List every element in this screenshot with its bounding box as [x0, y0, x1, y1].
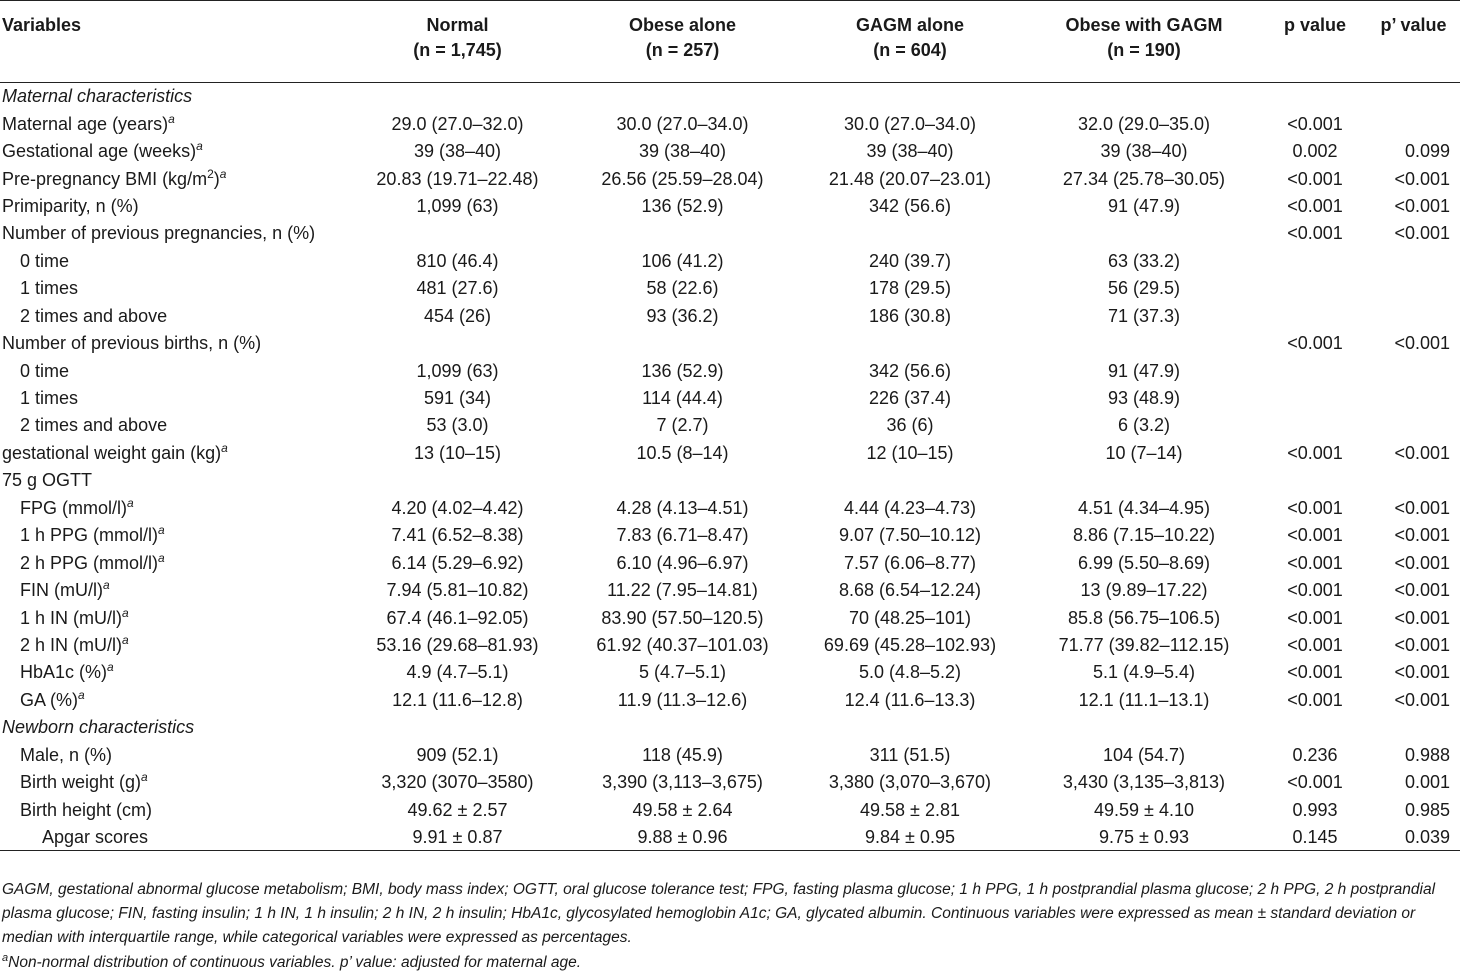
cell-value: 6.14 (5.29–6.92) — [391, 552, 524, 573]
cell-p-value: <0.001 — [1287, 580, 1343, 601]
cell-value: 30.0 (27.0–34.0) — [616, 113, 749, 134]
row-label-text: Maternal age (years) — [2, 113, 169, 134]
cell-value: 3,380 (3,070–3,670) — [828, 772, 992, 793]
row-label-text: gestational weight gain (kg) — [2, 442, 222, 463]
cell-p-value: <0.001 — [1287, 662, 1343, 683]
table-row — [0, 576, 1460, 603]
cell-value — [1025, 83, 1263, 110]
footnote-marker: a — [219, 166, 227, 181]
cell-value: 7 (2.7) — [656, 415, 709, 436]
table-row — [0, 165, 1460, 192]
row-label-text: 75 g OGTT — [2, 470, 93, 491]
footnote-marker: a — [141, 770, 148, 785]
cell-value: 9.75 ± 0.93 — [1025, 823, 1263, 850]
cell-p-value — [1263, 467, 1367, 494]
table-row — [0, 302, 1460, 329]
cell-value: 39 (38–40) — [1100, 141, 1188, 162]
cell-p-value: <0.001 — [1287, 195, 1343, 216]
cell-value: 11.22 (7.95–14.81) — [607, 580, 758, 601]
table-row — [0, 768, 1460, 795]
cell-value: 240 (39.7) — [868, 250, 952, 271]
row-label — [0, 439, 345, 466]
cell-p-prime-value: <0.001 — [1394, 168, 1450, 189]
table-row — [0, 137, 1460, 164]
cell-value: 1,099 (63) — [416, 360, 499, 381]
row-label-text: Male, n (%) — [20, 744, 113, 765]
cell-value — [570, 714, 795, 741]
row-label — [0, 714, 345, 741]
table-row — [0, 659, 1460, 686]
cell-value: 1,099 (63) — [416, 195, 499, 216]
cell-value: 104 (54.7) — [1102, 744, 1186, 765]
row-label-text: 2 h PPG (mmol/l) — [20, 552, 159, 573]
cell-value: 5.1 (4.9–5.4) — [1092, 662, 1196, 683]
cell-value: 7.57 (6.06–8.77) — [843, 552, 977, 573]
row-label-text: GA (%) — [20, 689, 79, 710]
cell-p-prime-value: <0.001 — [1394, 552, 1450, 573]
row-label-tail: ) — [213, 168, 220, 189]
table-row — [0, 192, 1460, 219]
cell-p-prime-value — [1367, 275, 1460, 302]
cell-p-prime-value — [1367, 247, 1460, 274]
unit-superscript: 2 — [207, 166, 214, 181]
cell-value: 6.99 (5.50–8.69) — [1077, 552, 1211, 573]
cell-p-prime-value: <0.001 — [1394, 442, 1450, 463]
section-row — [0, 83, 1460, 110]
table-row — [0, 329, 1460, 356]
row-label-text: 0 time — [20, 360, 70, 381]
cell-p-prime-value — [1367, 302, 1460, 329]
cell-p-prime-value: 0.099 — [1404, 141, 1450, 162]
cell-value: 12.1 (11.6–12.8) — [392, 689, 523, 710]
row-label — [0, 220, 345, 247]
cell-p-prime-value: <0.001 — [1394, 223, 1450, 244]
cell-p-prime-value — [1367, 83, 1460, 110]
cell-value: 3,430 (3,135–3,813) — [1062, 772, 1226, 793]
cell-value: 9.91 ± 0.87 — [345, 823, 570, 850]
cell-value: 4.51 (4.34–4.95) — [1077, 497, 1211, 518]
footnote-marker: a — [102, 578, 110, 593]
cell-value: 13 (9.89–17.22) — [1080, 580, 1208, 601]
table-row — [0, 467, 1460, 494]
cell-p-value: 0.236 — [1292, 744, 1338, 765]
cell-value: 27.34 (25.78–30.05) — [1062, 168, 1226, 189]
row-label — [0, 412, 345, 439]
header-group-normal — [345, 1, 570, 83]
row-label-text: 1 h IN (mU/l) — [20, 607, 123, 628]
cell-value: 10 (7–14) — [1105, 442, 1183, 463]
group-name: Obese with GAGM — [1065, 15, 1223, 35]
row-label — [0, 192, 345, 219]
cell-p-value — [1263, 357, 1367, 384]
cell-p-value: 0.993 — [1292, 799, 1338, 820]
cell-value: 39 (38–40) — [413, 141, 502, 162]
cell-value: 9.07 (7.50–10.12) — [838, 525, 982, 546]
cell-p-value — [1263, 714, 1367, 741]
table-row — [0, 412, 1460, 439]
cell-p-value: 0.145 — [1263, 823, 1367, 850]
cell-value: 49.58 ± 2.64 — [632, 799, 733, 820]
row-label — [0, 247, 345, 274]
table-row — [0, 494, 1460, 521]
cell-p-value: <0.001 — [1287, 497, 1343, 518]
cell-p-value: <0.001 — [1287, 525, 1343, 546]
cell-value — [795, 83, 1025, 110]
cell-value: 7.83 (6.71–8.47) — [616, 525, 749, 546]
table-row — [0, 604, 1460, 631]
row-label-text: HbA1c (%) — [20, 662, 108, 683]
cell-value — [795, 329, 1025, 356]
section-row — [0, 714, 1460, 741]
cell-p-value: <0.001 — [1287, 113, 1343, 134]
group-name: Obese alone — [628, 15, 737, 35]
cell-value: 6.10 (4.96–6.97) — [616, 552, 749, 573]
cell-value: 13 (10–15) — [413, 442, 502, 463]
cell-value — [570, 83, 795, 110]
cell-p-prime-value: <0.001 — [1394, 580, 1450, 601]
row-label-text: Gestational age (weeks) — [2, 141, 197, 162]
cell-value: 4.20 (4.02–4.42) — [391, 497, 524, 518]
table-row — [0, 357, 1460, 384]
cell-value: 3,320 (3070–3580) — [381, 772, 534, 793]
row-label-text: Maternal characteristics — [2, 86, 193, 107]
table-row — [0, 686, 1460, 713]
cell-value: 8.86 (7.15–10.22) — [1072, 525, 1216, 546]
row-label — [0, 796, 345, 823]
cell-value: 21.48 (20.07–23.01) — [828, 168, 992, 189]
cell-value: 8.68 (6.54–12.24) — [838, 580, 982, 601]
row-label-text: Birth weight (g) — [20, 772, 142, 793]
table-row — [0, 275, 1460, 302]
cell-value: 26.56 (25.59–28.04) — [601, 168, 764, 189]
cell-p-prime-value — [1367, 412, 1460, 439]
row-label-text: Number of previous pregnancies, n (%) — [2, 223, 316, 244]
cell-value: 53 (3.0) — [426, 415, 489, 436]
header-group-obese-with-gagm — [1025, 1, 1263, 83]
cell-value: 10.5 (8–14) — [636, 442, 729, 463]
row-label-text: Primiparity, n (%) — [2, 195, 139, 216]
cell-p-prime-value: 0.039 — [1367, 823, 1460, 850]
cell-p-prime-value: <0.001 — [1394, 607, 1450, 628]
cell-value: 49.59 ± 4.10 — [1094, 799, 1194, 820]
cell-value — [345, 329, 570, 356]
table-footnote-note — [2, 951, 1454, 975]
table-header — [0, 1, 1460, 83]
group-n: (n = 1,745) — [413, 40, 502, 60]
row-label-text: 2 times and above — [20, 305, 168, 326]
cell-value: 61.92 (40.37–101.03) — [596, 634, 769, 655]
cell-value: 49.62 ± 2.57 — [407, 799, 508, 820]
cell-p-value: <0.001 — [1287, 689, 1343, 710]
cell-value: 4.44 (4.23–4.73) — [843, 497, 977, 518]
cell-value: 71.77 (39.82–112.15) — [1058, 634, 1230, 655]
row-label-text: Newborn characteristics — [2, 717, 195, 738]
row-label — [0, 768, 345, 795]
cell-value — [570, 329, 795, 356]
cell-value — [345, 714, 570, 741]
cell-value: 481 (27.6) — [416, 278, 499, 299]
row-label-text: FIN (mU/l) — [20, 580, 103, 601]
cell-p-prime-value: <0.001 — [1394, 497, 1450, 518]
cell-value: 49.58 ± 2.81 — [860, 799, 960, 820]
table-row — [0, 796, 1460, 823]
header-variables: Variables — [0, 1, 345, 83]
cell-p-value: 0.002 — [1292, 141, 1338, 162]
cell-value — [345, 83, 570, 110]
table-row — [0, 439, 1460, 466]
cell-value: 39 (38–40) — [866, 141, 954, 162]
cell-value — [1025, 220, 1263, 247]
cell-p-prime-value: 0.988 — [1404, 744, 1450, 765]
cell-value: 29.0 (27.0–32.0) — [391, 113, 524, 134]
cell-value: 4.9 (4.7–5.1) — [406, 662, 509, 683]
header-p-value: p value — [1263, 1, 1367, 83]
cell-p-prime-value: <0.001 — [1394, 689, 1450, 710]
cell-value — [795, 467, 1025, 494]
row-label — [0, 329, 345, 356]
row-label — [0, 467, 345, 494]
cell-value: 93 (48.9) — [1107, 388, 1181, 409]
cell-value: 9.88 ± 0.96 — [570, 823, 795, 850]
cell-value — [1025, 329, 1263, 356]
cell-p-prime-value — [1367, 357, 1460, 384]
cell-value: 106 (41.2) — [641, 250, 724, 271]
footnote-note-text: Non-normal distribution of continuous variables. p’ value: adjusted for maternal age. — [8, 954, 582, 971]
cell-value: 20.83 (19.71–22.48) — [376, 168, 539, 189]
cell-value: 53.16 (29.68–81.93) — [376, 634, 539, 655]
row-label-text: Pre-pregnancy BMI (kg/m — [2, 168, 208, 189]
footnote-marker: a — [122, 632, 129, 647]
cell-p-prime-value — [1367, 714, 1460, 741]
row-label — [0, 137, 345, 164]
cell-value — [345, 467, 570, 494]
row-label-text: 2 h IN (mU/l) — [20, 634, 123, 655]
cell-value: 6 (3.2) — [1117, 415, 1171, 436]
group-n: (n = 604) — [873, 40, 947, 60]
cell-p-prime-value: 0.985 — [1404, 799, 1450, 820]
cell-value — [795, 220, 1025, 247]
cell-value: 7.41 (6.52–8.38) — [391, 525, 524, 546]
cell-value: 3,390 (3,113–3,675) — [602, 772, 763, 793]
cell-p-value: <0.001 — [1287, 168, 1343, 189]
header-p-prime-value: p’ value — [1367, 1, 1460, 83]
cell-value: 7.94 (5.81–10.82) — [386, 580, 529, 601]
cell-p-value — [1263, 83, 1367, 110]
footnote-marker: a — [122, 605, 129, 620]
row-label-text: FPG (mmol/l) — [20, 497, 127, 518]
cell-value — [795, 714, 1025, 741]
cell-value: 30.0 (27.0–34.0) — [843, 113, 977, 134]
group-n: (n = 190) — [1107, 40, 1181, 60]
cell-p-prime-value: <0.001 — [1394, 634, 1450, 655]
table-body — [0, 83, 1460, 851]
cell-p-prime-value: <0.001 — [1394, 333, 1450, 354]
footnote-marker: a — [2, 951, 9, 964]
header-group-gagm-alone — [795, 1, 1025, 83]
footnote-marker: a — [168, 111, 175, 126]
cell-p-value: <0.001 — [1287, 442, 1343, 463]
row-label — [0, 549, 345, 576]
row-label — [0, 522, 345, 549]
row-label-text: 1 times — [20, 278, 79, 299]
cell-value: 114 (44.4) — [642, 388, 723, 409]
cell-p-value: <0.001 — [1287, 333, 1343, 354]
cell-p-prime-value — [1367, 110, 1460, 137]
group-n: (n = 257) — [645, 40, 720, 60]
row-label — [0, 357, 345, 384]
group-name: GAGM alone — [855, 15, 964, 35]
table-footnote: GAGM, gestational abnormal glucose metabolism; BMI, body mass index; OGTT, oral glucose tolerance test; FPG, fasting plasma glucose; 1 h PPG, 1 h postprandial plasma glucose; 2 h PPG, 2 h postprandial plasma glucose; FIN, fasting insulin; 1 h IN, 1 h insulin; 2 h IN, 2 h insulin; HbA1c, glycosylated hemoglobin A1c; GA, glycated albumin. Continuous variables were expressed as mean ± standard deviation or median with interquartile range, while categorical variables were expressed as percentages. — [2, 881, 1436, 946]
cell-p-prime-value — [1367, 384, 1460, 411]
cell-value: 12.1 (11.1–13.1) — [1078, 689, 1210, 710]
cell-value: 5.0 (4.8–5.2) — [858, 662, 962, 683]
footnote-marker: a — [127, 495, 134, 510]
cell-p-value: <0.001 — [1287, 223, 1343, 244]
cell-value: 342 (56.6) — [868, 195, 952, 216]
cell-value: 32.0 (29.0–35.0) — [1077, 113, 1211, 134]
table-row — [0, 823, 1460, 850]
table-row — [0, 631, 1460, 658]
cell-value: 91 (47.9) — [1107, 195, 1181, 216]
cell-p-value — [1263, 247, 1367, 274]
header-group-obese-alone — [570, 1, 795, 83]
cell-value: 118 (45.9) — [642, 744, 723, 765]
cell-value: 63 (33.2) — [1107, 250, 1181, 271]
cell-value: 178 (29.5) — [868, 278, 952, 299]
group-name: Normal — [426, 15, 489, 35]
row-label-text: Number of previous births, n (%) — [2, 333, 262, 354]
cell-value: 56 (29.5) — [1107, 278, 1181, 299]
cell-value: 93 (36.2) — [646, 305, 719, 326]
cell-value: 454 (26) — [423, 305, 492, 326]
cell-value: 311 (51.5) — [869, 744, 951, 765]
row-label — [0, 83, 345, 110]
footnote-marker: a — [107, 660, 114, 675]
cell-value: 810 (46.4) — [416, 250, 499, 271]
table-row — [0, 549, 1460, 576]
footnote-marker: a — [196, 139, 203, 154]
footnote-marker: a — [221, 440, 228, 455]
cell-value: 39 (38–40) — [638, 141, 727, 162]
cell-value: 9.84 ± 0.95 — [795, 823, 1025, 850]
footnote-marker: a — [158, 523, 165, 538]
row-label-text: 2 times and above — [20, 415, 168, 436]
cell-value: 4.28 (4.13–4.51) — [616, 497, 749, 518]
cell-value: 91 (47.9) — [1107, 360, 1181, 381]
cell-p-prime-value: 0.001 — [1404, 772, 1450, 793]
cell-p-value — [1263, 275, 1367, 302]
cell-p-value: <0.001 — [1287, 772, 1343, 793]
cell-p-value: <0.001 — [1287, 634, 1343, 655]
table-row — [0, 384, 1460, 411]
row-label-text: 1 h PPG (mmol/l) — [20, 525, 159, 546]
row-label — [0, 659, 345, 686]
cell-p-prime-value: <0.001 — [1394, 525, 1450, 546]
cell-p-value: <0.001 — [1287, 607, 1343, 628]
cell-value: 5 (4.7–5.1) — [638, 662, 727, 683]
cell-p-prime-value — [1367, 467, 1460, 494]
cell-value — [570, 467, 795, 494]
row-label — [0, 576, 345, 603]
cell-value: 36 (6) — [886, 415, 934, 436]
row-label — [0, 604, 345, 631]
cell-value: 186 (30.8) — [868, 305, 952, 326]
table-row — [0, 220, 1460, 247]
row-label — [0, 823, 345, 850]
row-label-text: Birth height (cm) — [20, 799, 153, 820]
cell-p-value — [1263, 412, 1367, 439]
cell-p-value — [1263, 302, 1367, 329]
cell-value: 71 (37.3) — [1107, 305, 1181, 326]
row-label — [0, 686, 345, 713]
cell-p-value — [1263, 384, 1367, 411]
row-label — [0, 741, 345, 768]
cell-value — [1025, 467, 1263, 494]
cell-value: 70 (48.25–101) — [848, 607, 972, 628]
cell-value: 12 (10–15) — [866, 442, 954, 463]
cell-value: 69.69 (45.28–102.93) — [823, 634, 997, 655]
cell-value: 85.8 (56.75–106.5) — [1067, 607, 1221, 628]
table-row — [0, 522, 1460, 549]
table-row — [0, 247, 1460, 274]
cell-p-prime-value: <0.001 — [1394, 195, 1450, 216]
footnote-marker: a — [158, 550, 165, 565]
row-label — [0, 165, 345, 192]
table-row — [0, 110, 1460, 137]
cell-value: 136 (52.9) — [641, 360, 724, 381]
row-label-text: Apgar scores — [42, 826, 149, 847]
cell-p-value: <0.001 — [1287, 552, 1343, 573]
cell-value: 11.9 (11.3–12.6) — [617, 689, 748, 710]
cell-value: 12.4 (11.6–13.3) — [844, 689, 976, 710]
cell-value: 67.4 (46.1–92.05) — [386, 607, 529, 628]
cell-value: 591 (34) — [423, 388, 492, 409]
footnote-marker: a — [78, 687, 85, 702]
row-label — [0, 275, 345, 302]
cell-p-prime-value: <0.001 — [1394, 662, 1450, 683]
row-label — [0, 631, 345, 658]
row-label — [0, 302, 345, 329]
cell-value: 58 (22.6) — [646, 278, 719, 299]
cell-value — [1025, 714, 1263, 741]
cell-value: 136 (52.9) — [641, 195, 724, 216]
cell-value: 83.90 (57.50–120.5) — [601, 607, 764, 628]
row-label-text: 0 time — [20, 250, 70, 271]
cell-value: 342 (56.6) — [868, 360, 952, 381]
row-label-text: 1 times — [20, 388, 79, 409]
cell-value — [345, 220, 570, 247]
table-row — [0, 741, 1460, 768]
row-label — [0, 110, 345, 137]
row-label — [0, 494, 345, 521]
cell-value — [570, 220, 795, 247]
cell-value: 226 (37.4) — [868, 388, 952, 409]
row-label — [0, 384, 345, 411]
cell-value: 909 (52.1) — [416, 744, 499, 765]
